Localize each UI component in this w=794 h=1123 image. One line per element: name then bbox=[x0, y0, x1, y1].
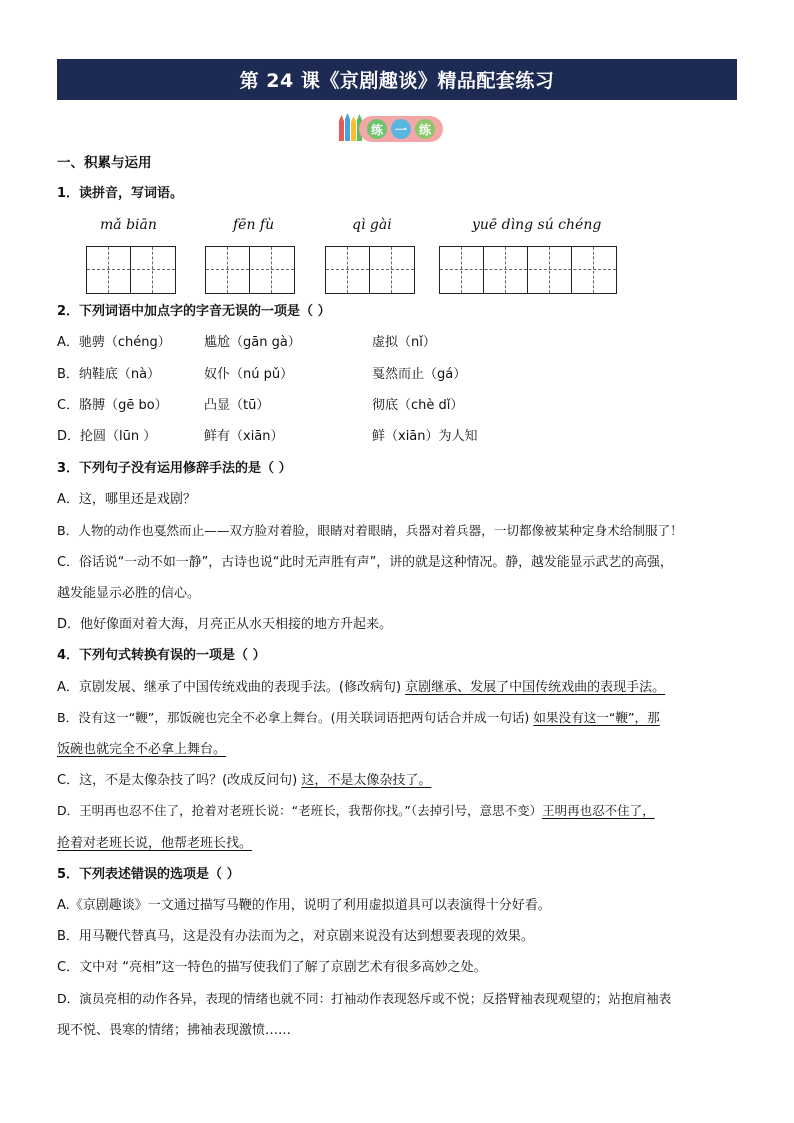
q3-option-c-line2: 越发能显示必胜的信心。 bbox=[57, 586, 201, 601]
q2-option-c-2: 凸显（tū） bbox=[204, 398, 270, 413]
q4-option-a-answer: 京剧继承、发展了中国传统戏曲的表现手法。 bbox=[405, 680, 666, 695]
q1-pinyin-1: mǎ biān bbox=[100, 217, 157, 233]
q4-option-a bbox=[57, 676, 665, 695]
q5-option-a: A.《京剧趣谈》一文通过描写马鞭的作用，说明了利用虚拟道具可以表演得十分好看。 bbox=[57, 898, 551, 913]
q4-option-c bbox=[57, 769, 431, 788]
q4-option-c-text: C．这，不是太像杂技了吗？(改成反问句) bbox=[57, 773, 302, 788]
q3-option-a: A．这，哪里还是戏剧？ bbox=[57, 492, 196, 507]
badge-char-1: 练 bbox=[367, 119, 387, 139]
badge-char-2: 一 bbox=[391, 119, 411, 139]
q1-pinyin-2: fēn fù bbox=[233, 217, 275, 233]
q2-option-d-2: 鲜有（xiān） bbox=[204, 429, 284, 444]
q1-writing-grid-3[interactable] bbox=[325, 246, 415, 294]
practice-badge bbox=[337, 113, 445, 143]
q4-option-b-text: B．没有这一“鞭”，那饭碗也完全不必拿上舞台。(用关联词语把两句话合并成一句话) bbox=[57, 710, 534, 725]
q5-option-c: C．文中对 “亮相”这一特色的描写使我们了解了京剧艺术有很多高妙之处。 bbox=[57, 960, 487, 975]
q5-option-b: B．用马鞭代替真马，这是没有办法而为之，对京剧来说没有达到想要表现的效果。 bbox=[57, 929, 534, 944]
q3-option-c-line1: C．俗话说“一动不如一静”，古诗也说“此时无声胜有声”，讲的就是这种情况。静，越发能显示武艺的高强， bbox=[57, 555, 673, 570]
q1-writing-grid-4[interactable] bbox=[439, 246, 617, 294]
q1-writing-grid-1[interactable] bbox=[86, 246, 176, 294]
q4-option-b bbox=[57, 707, 660, 726]
q2-option-d-3: 鲜（xiān）为人知 bbox=[372, 429, 478, 444]
q3-option-d: D．他好像面对着大海，月亮正从水天相接的地方升起来。 bbox=[57, 617, 393, 632]
q1-pinyin-3: qì gài bbox=[352, 217, 392, 233]
q1-stem: 1．读拼音，写词语。 bbox=[57, 186, 184, 201]
q5-option-d-line1: D．演员亮相的动作各异，表现的情绪也就不同：打袖动作表现怒斥或不悦；反搭臂袖表现观望的；站抱肩袖表 bbox=[57, 991, 672, 1006]
q1-writing-grid-2[interactable] bbox=[205, 246, 295, 294]
q2-option-c-3: 彻底（chè dǐ） bbox=[372, 398, 464, 413]
q2-option-a-3: 虚拟（nǐ） bbox=[372, 335, 436, 350]
q2-option-a-2: 尴尬（gān gà） bbox=[204, 335, 301, 350]
q2-option-b-1: B．纳鞋底（nà） bbox=[57, 367, 161, 382]
page-title: 第 24 课《京剧趣谈》精品配套练习 bbox=[57, 59, 737, 100]
q4-option-c-answer: 这，不是太像杂技了。 bbox=[301, 773, 432, 788]
q3-option-b: B．人物的动作也戛然而止——双方脸对着脸，眼睛对着眼睛，兵器对着兵器，一切都像被某种定身术给制服了！ bbox=[57, 523, 683, 538]
q4-stem: 4．下列句式转换有误的一项是（ ） bbox=[57, 648, 266, 663]
q4-option-d-answer-cont: 抢着对老班长说，他帮老班长找。 bbox=[57, 836, 253, 851]
q2-option-b-3: 戛然而止（gá） bbox=[372, 367, 467, 382]
q4-option-b-answer: 如果没有这一“鞭”，那 bbox=[533, 710, 660, 725]
section-heading: 一、积累与运用 bbox=[57, 155, 152, 171]
q1-pinyin-4: yuē dìng sú chéng bbox=[472, 217, 602, 233]
q4-option-b-answer-cont: 饭碗也就完全不必拿上舞台。 bbox=[57, 742, 227, 757]
q2-option-a-1: A．驰骋（chéng） bbox=[57, 335, 171, 350]
q2-stem: 2．下列词语中加点字的字音无误的一项是（ ） bbox=[57, 304, 331, 319]
badge-char-3: 练 bbox=[415, 119, 435, 139]
q4-option-a-text: A．京剧发展、继承了中国传统戏曲的表现手法。(修改病句) bbox=[57, 680, 406, 695]
q4-option-d-text: D．王明再也忍不住了，抢着对老班长说：“老班长，我帮你找。”（去掉引号，意思不变） bbox=[57, 803, 543, 818]
q2-option-d-1: D．抡圆（lūn ） bbox=[57, 429, 157, 444]
q2-option-b-2: 奴仆（nú pǔ） bbox=[204, 367, 294, 382]
q4-option-d-answer: 王明再也忍不住了， bbox=[542, 803, 655, 818]
q5-option-d-line2: 现不悦、畏寒的情绪；拂袖表现激愤…… bbox=[57, 1023, 292, 1038]
q5-stem: 5．下列表述错误的选项是（ ） bbox=[57, 867, 240, 882]
q2-option-c-1: C．胳膊（gē bo） bbox=[57, 398, 168, 413]
q4-option-d bbox=[57, 801, 655, 819]
q3-stem: 3．下列句子没有运用修辞手法的是（ ） bbox=[57, 461, 292, 476]
